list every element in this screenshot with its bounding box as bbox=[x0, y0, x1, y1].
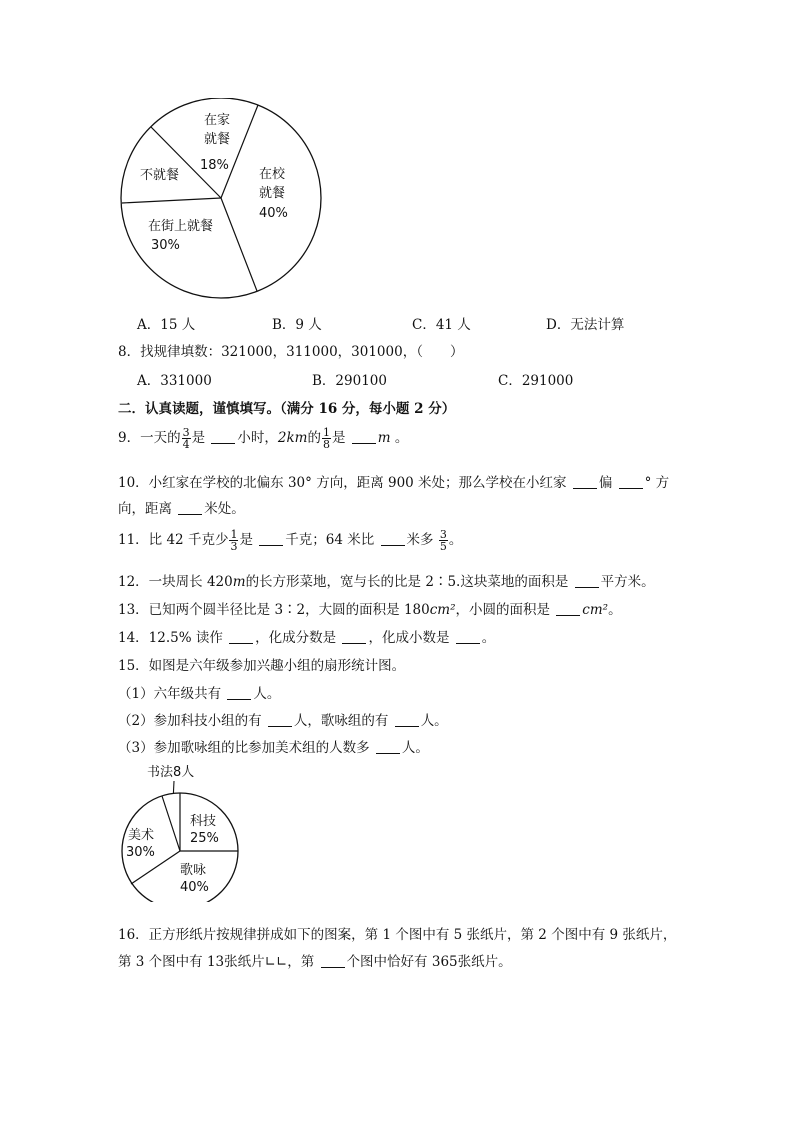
slice-pct-science: 25% bbox=[190, 831, 219, 846]
callout-label-calligraphy: 书法8人 bbox=[147, 765, 195, 780]
slice-label-school-1: 在校 bbox=[259, 167, 286, 182]
q9-text-5: 是 bbox=[331, 430, 346, 446]
q11-text-3: 千克；64 米比 bbox=[285, 532, 375, 548]
q8-option-a[interactable]: A．331000 bbox=[137, 373, 212, 389]
question-13 bbox=[118, 598, 622, 618]
q12-text-2: 的长方形菜地，宽与长的比是 2∶5.这块菜地的面积是 bbox=[245, 574, 569, 590]
question-9 bbox=[118, 426, 408, 450]
q9-text-4: 的 bbox=[307, 430, 321, 446]
q13-text-3: 。 bbox=[608, 602, 622, 618]
question-10-line-1 bbox=[118, 471, 669, 491]
q9-fraction-1: $\frac{3}{4}$ bbox=[182, 426, 190, 451]
slice-pct-street: 30% bbox=[151, 238, 180, 253]
q10-text-5: 米处。 bbox=[204, 501, 245, 517]
q15-blank-1[interactable] bbox=[227, 686, 251, 700]
question-16-line-2 bbox=[118, 950, 512, 970]
q9-fraction-2: $\frac{1}{8}$ bbox=[322, 426, 330, 451]
q14-blank-3[interactable] bbox=[456, 630, 480, 644]
question-10-line-2 bbox=[118, 497, 245, 517]
q13-text-1: 13．已知两个圆半径比是 3∶2，大圆的面积是 180 bbox=[118, 602, 430, 618]
q11-text-2: 是 bbox=[239, 532, 253, 548]
q13-blank[interactable] bbox=[556, 602, 580, 616]
q14-blank-1[interactable] bbox=[229, 630, 253, 644]
slice-pct-singing: 40% bbox=[180, 880, 209, 895]
q10-text-2: 偏 bbox=[598, 475, 613, 491]
q15-text-1a: （1）六年级共有 bbox=[118, 686, 222, 702]
slice-label-none: 不就餐 bbox=[140, 168, 180, 183]
question-15-part-1 bbox=[118, 682, 280, 702]
q9-blank-1[interactable] bbox=[211, 430, 235, 444]
q16-blank[interactable] bbox=[321, 954, 345, 968]
q10-text-4: 向，距离 bbox=[118, 501, 172, 517]
q15-text-2a: （2）参加科技小组的有 bbox=[118, 713, 262, 729]
q9-km: 2km bbox=[277, 430, 308, 446]
question-14 bbox=[118, 626, 495, 646]
q15-text-2c: 人。 bbox=[420, 713, 448, 729]
q15-text-1b: 人。 bbox=[253, 686, 281, 702]
q14-blank-2[interactable] bbox=[342, 630, 366, 644]
q15-text-2b: 人，歌咏组的有 bbox=[293, 713, 389, 729]
q10-text-3: ° 方 bbox=[644, 475, 670, 491]
q11-blank-2[interactable] bbox=[381, 532, 405, 546]
q11-text-4: 米多 bbox=[406, 532, 434, 548]
q11-fraction-1: $\frac{1}{3}$ bbox=[230, 528, 238, 553]
q13-unit-1: cm² bbox=[429, 602, 456, 618]
interest-group-pie-chart bbox=[118, 760, 248, 902]
q7-option-c[interactable]: C．41 人 bbox=[412, 317, 471, 333]
question-15-part-3 bbox=[118, 736, 429, 756]
q9-text-3: 小时， bbox=[237, 430, 278, 446]
question-15-stem: 15．如图是六年级参加兴趣小组的扇形统计图。 bbox=[118, 658, 406, 674]
q16-text-2b: 个图中恰好有 365张纸片。 bbox=[346, 954, 512, 970]
slice-pct-school: 40% bbox=[259, 206, 288, 221]
question-12 bbox=[118, 570, 655, 590]
q9-text-1: 9．一天的 bbox=[118, 430, 181, 446]
slice-label-home-1: 在家 bbox=[204, 113, 231, 128]
q7-option-a[interactable]: A．15 人 bbox=[137, 317, 196, 333]
q10-blank-1[interactable] bbox=[573, 475, 597, 489]
q12-text-1: 12．一块周长 420 bbox=[118, 574, 233, 590]
q14-text-4: 。 bbox=[481, 630, 496, 646]
slice-label-science: 科技 bbox=[190, 814, 217, 829]
q10-blank-2[interactable] bbox=[619, 475, 643, 489]
slice-label-home-2: 就餐 bbox=[204, 132, 231, 147]
slice-label-school-2: 就餐 bbox=[259, 186, 286, 201]
slice-pct-art: 30% bbox=[126, 845, 155, 860]
q16-text-2a: 第 3 个图中有 13张纸片∟∟，第 bbox=[118, 954, 315, 970]
dining-pie-chart bbox=[118, 98, 328, 303]
q11-text-5: 。 bbox=[448, 532, 463, 548]
question-16-line-1: 16．正方形纸片按规律拼成如下的图案，第 1 个图中有 5 张纸片，第 2 个图中有 9 张纸片， bbox=[118, 927, 677, 943]
q15-text-3a: （3）参加歌咏组的比参加美术组的人数多 bbox=[118, 740, 370, 756]
q9-text-2: 是 bbox=[191, 430, 206, 446]
q12-text-3: 平方米。 bbox=[600, 574, 655, 590]
question-15-part-2 bbox=[118, 709, 448, 729]
q14-text-1: 14．12.5% 读作 bbox=[118, 630, 223, 646]
q10-blank-3[interactable] bbox=[178, 501, 202, 515]
q15-blank-4[interactable] bbox=[376, 740, 400, 754]
q7-option-b[interactable]: B．9 人 bbox=[272, 317, 322, 333]
q9-unit: m bbox=[377, 430, 391, 446]
q13-unit-2: cm² bbox=[582, 602, 609, 618]
q12-blank[interactable] bbox=[575, 574, 599, 588]
question-11 bbox=[118, 528, 462, 552]
q13-text-2: ，小圆的面积是 bbox=[455, 602, 550, 618]
q8-option-c[interactable]: C．291000 bbox=[498, 373, 574, 389]
q9-blank-2[interactable] bbox=[352, 430, 376, 444]
q15-text-3b: 人。 bbox=[401, 740, 429, 756]
section-2-heading: 二．认真读题，谨慎填写。（满分 16 分，每小题 2 分） bbox=[118, 401, 456, 417]
q8-option-b[interactable]: B．290100 bbox=[312, 373, 387, 389]
q9-text-6: 。 bbox=[394, 430, 409, 446]
q15-blank-3[interactable] bbox=[395, 713, 419, 727]
q14-text-3: ，化成小数是 bbox=[368, 630, 450, 646]
q8-stem: 8．找规律填数：321000，311000，301000，（ ） bbox=[118, 344, 464, 360]
q11-blank-1[interactable] bbox=[259, 532, 283, 546]
q11-text-1: 11．比 42 千克少 bbox=[118, 532, 229, 548]
q15-blank-2[interactable] bbox=[268, 713, 292, 727]
slice-pct-home: 18% bbox=[200, 158, 229, 173]
q7-option-d[interactable]: D．无法计算 bbox=[546, 317, 625, 333]
slice-label-singing: 歌咏 bbox=[180, 863, 207, 878]
slice-label-street: 在街上就餐 bbox=[148, 219, 214, 234]
q12-unit: m bbox=[232, 574, 246, 590]
q14-text-2: ，化成分数是 bbox=[255, 630, 337, 646]
q11-fraction-2: $\frac{3}{5}$ bbox=[439, 528, 447, 553]
q10-text-1: 10．小红家在学校的北偏东 30° 方向，距离 900 米处；那么学校在小红家 bbox=[118, 475, 567, 491]
slice-label-art: 美术 bbox=[128, 828, 155, 843]
